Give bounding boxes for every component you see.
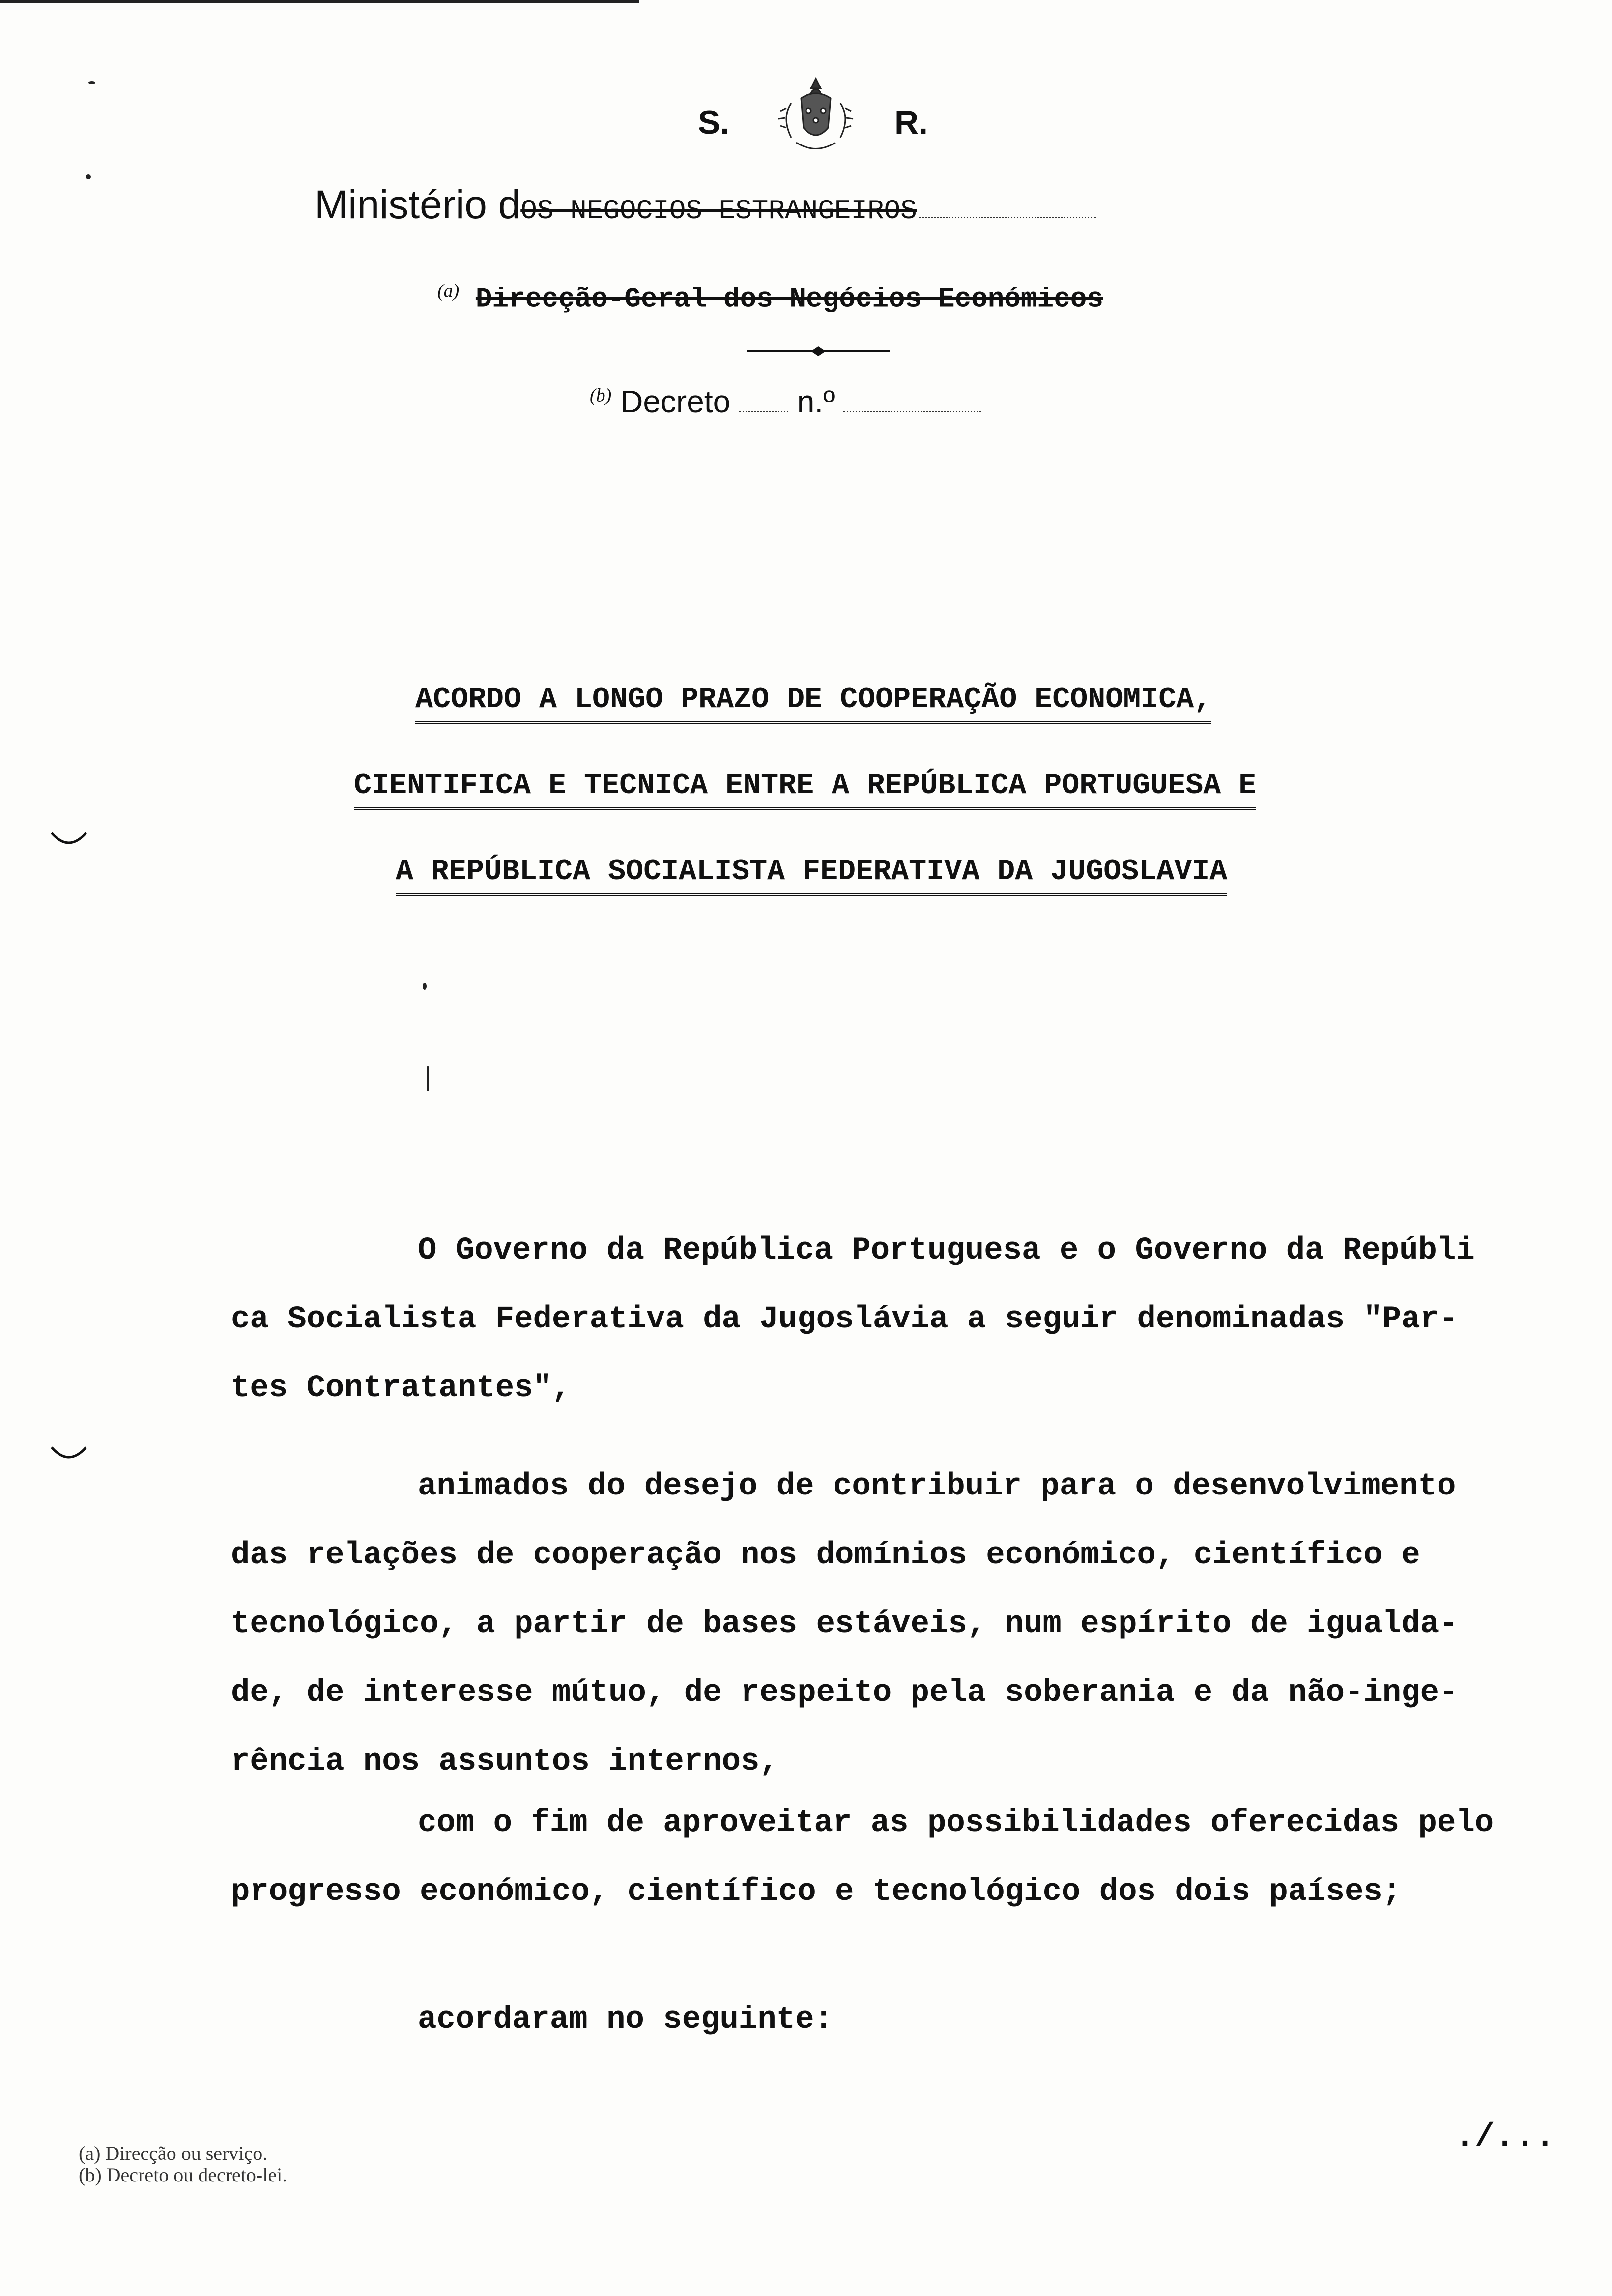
ministry-heading — [315, 182, 1096, 228]
decreto-line — [590, 383, 981, 420]
paragraph-com-o-fim — [231, 1789, 1568, 1926]
title-line-1: ACORDO A LONGO PRAZO DE COOPERAÇÃO ECONOMICA, — [415, 683, 1211, 724]
paragraph-line: progresso económico, científico e tecnológico dos dois países; — [231, 1874, 1402, 1910]
ink-speck — [88, 81, 95, 84]
direccao-text: Direcção-Geral dos Negócios Económicos — [475, 283, 1103, 315]
paragraph-line: das relações de cooperação nos domínios económico, científico e — [231, 1538, 1420, 1573]
top-border-line — [0, 0, 639, 3]
paragraph-animados — [231, 1452, 1568, 1796]
paragraph-line: com o fim de aproveitar as possibilidades oferecidas pelo — [418, 1806, 1494, 1841]
footnote-a: (a) Direcção ou serviço. — [79, 2142, 268, 2164]
decreto-number-label: n.º — [797, 384, 835, 419]
footnote-b: (b) Decreto ou decreto-lei. — [79, 2164, 288, 2186]
header-sr — [678, 74, 953, 157]
ink-speck — [427, 1066, 429, 1091]
title-line-2: CIENTIFICA E TECNICA ENTRE A REPÚBLICA PORTUGUESA E — [354, 769, 1256, 810]
ministry-prefix: Ministério d — [315, 182, 521, 227]
s-letter: S. — [698, 104, 730, 141]
paragraph-line: ca Socialista Federativa da Jugoslávia a seguir denominadas "Par- — [231, 1302, 1458, 1337]
footnotes — [79, 2143, 287, 2186]
continued-mark: ./... — [1455, 2118, 1555, 2156]
paragraph-acordaram — [231, 1985, 1568, 2054]
decreto-number-blank — [843, 391, 981, 412]
direccao-line — [437, 280, 1103, 315]
paragraph-line: tes Contratantes", — [231, 1371, 571, 1406]
decreto-marker: (b) — [590, 385, 612, 406]
punch-mark-icon — [49, 831, 88, 850]
paragraph-line: de, de interesse mútuo, de respeito pela soberania e da não-inge- — [231, 1675, 1458, 1711]
coat-of-arms-icon — [772, 74, 860, 157]
paragraph-line: rência nos assuntos internos, — [231, 1744, 778, 1779]
ink-speck — [423, 983, 427, 990]
paragraph-preamble — [231, 1216, 1568, 1423]
paragraph-line: acordaram no seguinte: — [418, 2002, 833, 2038]
ministry-struck-text: OS NEGOCIOS ESTRANGEIROS — [520, 195, 917, 227]
decreto-label: Decreto — [620, 384, 731, 419]
ministry-dotted-fill — [919, 217, 1096, 218]
paragraph-line: O Governo da República Portuguesa e o Governo da Repúbli — [418, 1233, 1475, 1268]
punch-mark-icon — [49, 1445, 88, 1464]
decreto-type-blank — [739, 391, 788, 412]
direccao-marker: (a) — [437, 281, 460, 301]
paragraph-line: tecnológico, a partir de bases estáveis, num espírito de igualda- — [231, 1607, 1458, 1642]
ink-speck — [86, 174, 91, 179]
ornament-divider-icon — [747, 346, 890, 356]
title-line-3: A REPÚBLICA SOCIALISTA FEDERATIVA DA JUGOSLAVIA — [396, 855, 1227, 896]
r-letter: R. — [894, 104, 928, 141]
paragraph-line: animados do desejo de contribuir para o desenvolvimento — [418, 1469, 1456, 1504]
